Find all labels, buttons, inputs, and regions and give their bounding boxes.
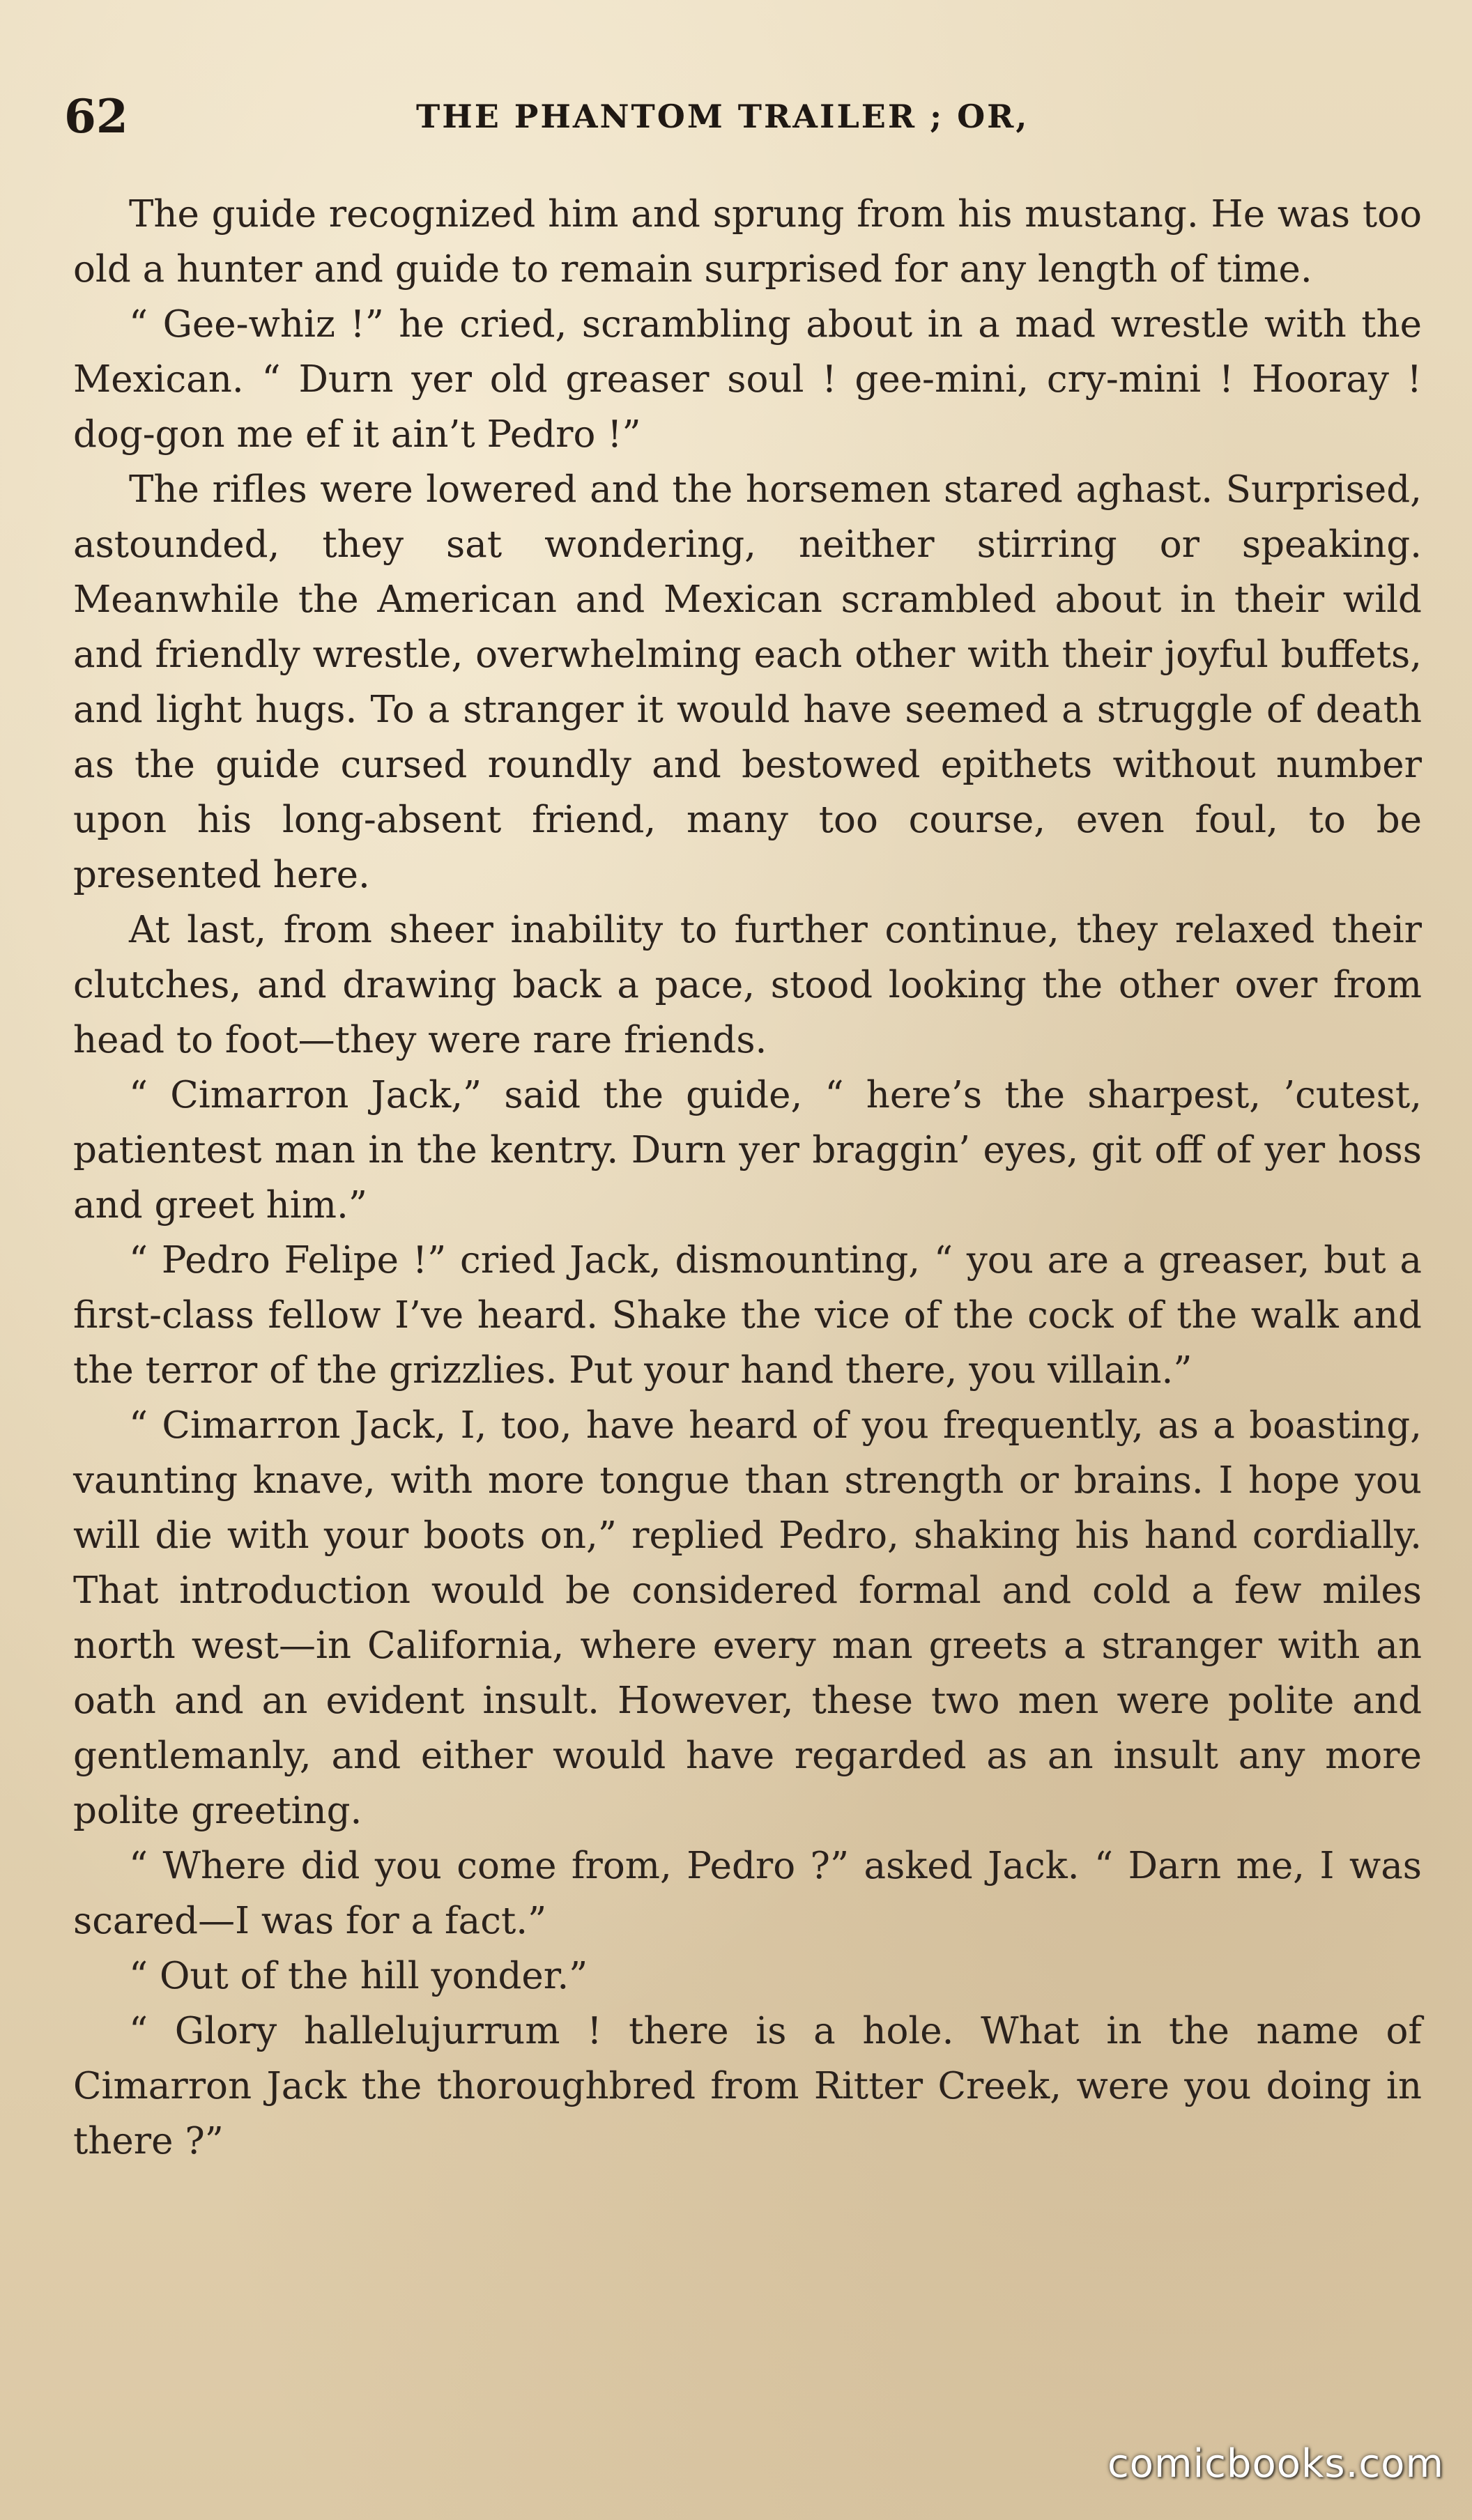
paragraph-4: At last, from sheer inability to further continue, they relaxed their clutches, and drawing back a pace, stood looking the other over from head to foot—they were rare friends. xyxy=(73,909,1422,1061)
paragraph-2: “ Gee-whiz !” he cried, scrambling about in a mad wrestle with the Mexican. “ Durn yer old greaser soul ! gee-mini, cry-mini ! Hooray ! dog-gon me ef it ain’t Pedro !” xyxy=(73,303,1422,456)
paragraph-1: The guide recognized him and sprung from his mustang. He was too old a hunter and guide to remain surprised for any length of time. xyxy=(73,193,1422,291)
page-header xyxy=(64,85,1430,148)
paragraph-6: “ Pedro Felipe !” cried Jack, dismounting, “ you are a greaser, but a first-class fellow I’ve heard. Shake the vice of the cock of the walk and the terror of the grizzlies. Put your hand there, you villain.” xyxy=(73,1239,1422,1392)
paragraph-5: “ Cimarron Jack,” said the guide, “ here’s the sharpest, ’cutest, patientest man in the kentry. Durn yer braggin’ eyes, git off of yer hoss and greet him.” xyxy=(73,1074,1422,1227)
paragraph-9: “ Out of the hill yonder.” xyxy=(129,1955,588,1997)
running-head: THE PHANTOM TRAILER ; OR, xyxy=(416,98,1029,135)
body-text xyxy=(73,187,1422,2169)
watermark: comicbooks.com xyxy=(1107,2441,1444,2487)
paragraph-8: “ Where did you come from, Pedro ?” asked Jack. “ Darn me, I was scared—I was for a fact.” xyxy=(73,1845,1422,1942)
paragraph-10: “ Glory hallelujurrum ! there is a hole. What in the name of Cimarron Jack the thoroughbred from Ritter Creek, were you doing in there ?” xyxy=(73,2010,1422,2162)
paragraph-3: The rifles were lowered and the horsemen stared aghast. Surprised, astounded, they sat wondering, neither stirring or speaking. Meanwhile the American and Mexican scrambled about in their wild and friendly wrestle, overwhelming each other with their joyful buffets, and light hugs. To a stranger it would have seemed a struggle of death as the guide cursed roundly and bestowed epithets without number upon his long-absent friend, many too course, even foul, to be presented here. xyxy=(73,468,1422,896)
paragraph-7: “ Cimarron Jack, I, too, have heard of you frequently, as a boasting, vaunting knave, with more tongue than strength or brains. I hope you will die with your boots on,” replied Pedro, shaking his hand cordially. That introduction would be considered formal and cold a few miles north west—in California, where every man greets a stranger with an oath and an evident insult. However, these two men were polite and gentlemanly, and either would have regarded as an insult any more polite greeting. xyxy=(73,1404,1422,1832)
page-number: 62 xyxy=(64,89,128,144)
